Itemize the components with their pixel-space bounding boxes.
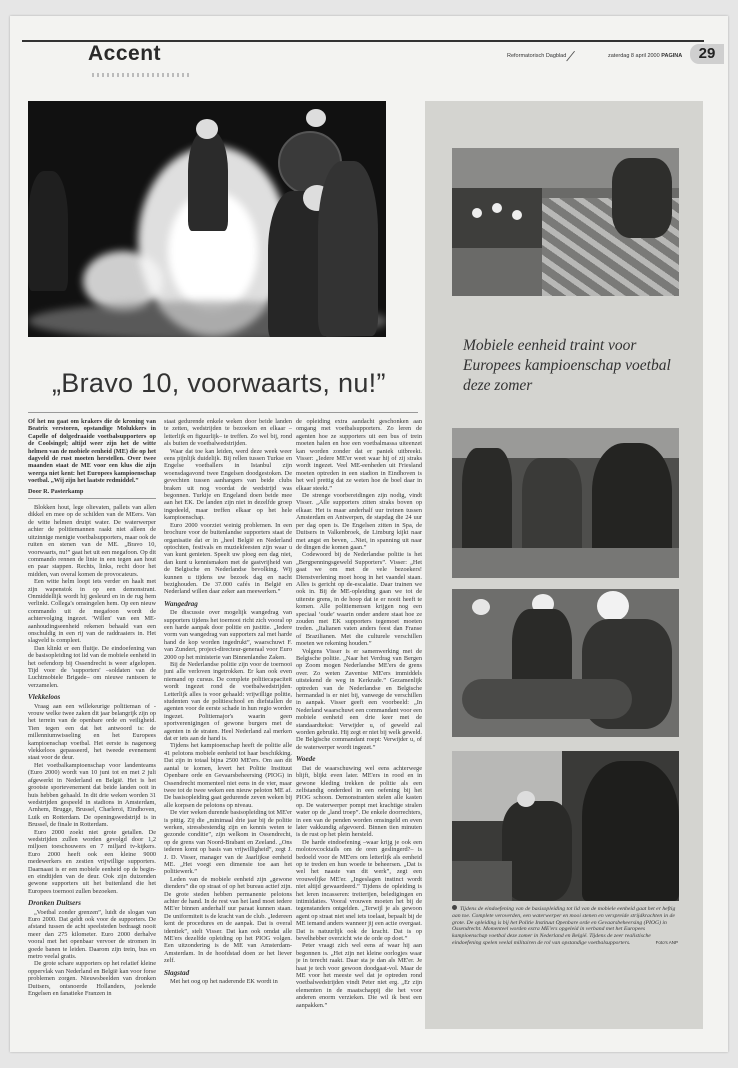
section-title: Accent <box>88 42 162 65</box>
article-column-2 <box>164 418 292 1030</box>
headline: „Bravo 10, voorwaarts, nu!” <box>52 368 386 398</box>
section-decoration <box>92 73 192 77</box>
paragraph: De strenge voorbereidingen zijn nodig, vindt Visser. „Alle supporters zitten straks boven op elkaar. Het is maar anderhalf uur treinen tussen Amsterdam en Antwerpen, de stapdag die 24 uur per dag open is. De Engelsen zitten in Spa, de Duitsers in Valkenbroek, de Limburg kijkt naar met angst en beven, ...Niet, in spanning uit naar de dingen die komen gaan.” <box>296 492 422 551</box>
page-date <box>608 53 682 59</box>
paragraph: Volgens Visser is er samenwerking met de Belgische politie. „Naar het Verdrag van Bergen op Zoom mogen Nederlandse ME'ers de grens over. Zo weten Zaventse ME'ers immiddels uitstekend de weg in Kerkrade.” Gezamenlijk optreden van de Nederlandse en Belgische hermandad is er niet bij, vanwege de verschillen in aanpak. Visser geeft een voorbeeld: „In Nederland waarschuwt een commandant voor een mobiele eenheid een drie keer met de standaardtekst: Verwijder u, of geweld zal worden gebruikt. Hij zegt er niet bij welk geweld. De Belgische commandant roept: Verwijder u, of de waterwerper wordt ingezet.” <box>296 647 422 751</box>
page-label: PAGINA <box>661 53 683 59</box>
subheadline: Mobiele eenheid traint voor Europees kampioenschap voetbal deze zomer <box>463 337 671 394</box>
paragraph: Euro 2000 voorziet weinig problemen. In een brochure voor de buitenlandse supporters staat de organisatie dat er in „heel België en Nederland optochten, festivals en muziekfeesten zijn waar u van kunt genieten. Speelt uw ploeg een dag niet, dan kunt u kennismaken met de gastvrijheid van de Belgische en Nederlandse bevolking. Wij kunnen u tijdens uw bezoek dag en nacht bezighouden. De 37.000 cafés in België en Nederland willen daar zeker aan meewerken.” <box>164 521 292 596</box>
paragraph: Het voetbalkampioenschap voor landenteams (Euro 2000) wordt van 10 juni tot en met 2 juli afgewerkt in Nederland en België. Het is het grootste sportevenement dat beide landen ooit in huis hebben gehaald. In dit drie weken worden 31 wedstrijden gespeeld in stadions in Amsterdam, Arnhem, Brugge, Brussel, Charleroi, Eindhoven, Luik en Rotterdam. De openingswedstrijd is in Brussel, de finale in Rotterdam. <box>28 761 156 829</box>
date-text: zaterdag 8 april 2000 <box>608 53 660 59</box>
arrest-photo <box>452 589 679 737</box>
paragraph: Leden van de mobiele eenheid zijn „gewone dienders” die op straat of op het bureau actief zijn. De grote steden hebben permanente pelotons achter de hand. In de rest van het land moet iedere ME'er binnen anderhalf uur paraat kunnen staan. De uniformiteit is de kracht van de club. „Iedereen kent de procedures en de aanpak. Dat is overal identiek”, stelt Visser. Dat kan ook omdat alle ME'ers dezelfde opleiding op het PIOG volgen. Een uitzondering is de ME van Amsterdam-Amsterdam. In de hoofdstad doen ze het liever zelf. <box>164 875 292 965</box>
paragraph: Codewoord bij de Nederlandse politie is het „Bergpenningsgeweld Supporters”. Visser: „Het gaat we om met de vele bezoekers! Dienstverlening moet hoog in het vaandel staan. Alles is gericht op de-escalatie. Daar trainen we ook in. Bij de ME-opleiding gaan we tot de uiterste grens, in de hoop dat ie er nooit heeft te komen. Alle politiemensen krijgen nog een speciaal ‘oude’ waarin onder andere staat hoe ze zouden met EK supporters tegemoet moeten treden. „Italianen vaten anders feest dan Franse of Brazilianen. Met die culturele verschillen moeten we rekening houden.” <box>296 551 422 648</box>
paragraph: Waar dat toe kan leiden, werd deze week weer eens pijnlijk duidelijk. Bij rellen tussen Turkse en Engelse voetballers in Istanbul zijn woensdagavond twee Engelsen doodgestoken. De gevechten tussen aanhangers van beide clubs braken uit nog voordat de wedstrijd was begonnen. Turkije en Engeland doen beide mee aan het EK. De landen zijn niet in dezelfde groep ingedeeld, maar treffen elkaar op het hele kampioenschap. <box>164 447 292 522</box>
subheading: Vlekkeloos <box>28 693 61 702</box>
paragraph: De discussie over mogelijk wangedrag van supporters tijdens het toernooi richt zich vooral op een harde aanpak door politie en justitie. „Iedere vorm van wangedrag van supporters zal met harde hand de kop worden ingedrukt”, waarschuwt F. van Zundert, project-directeur-generaal voor Euro 2000 op het ministerie van Binnenlandse Zaken. <box>164 609 292 661</box>
paragraph: Euro 2000 zoekt niet grote getallen. De wedstrijden zullen worden gevolgd door 1,2 miljoen toeschouwers en 7 miljard tv-kijkers. Euro 2000 heeft ook een kleine 9000 medewerkers en zestien vrijwillige supporters. Daarnaast is er een mobiele eenheid op de begin- en eindtijden van de deur. Ook zijn duizenden gewone supporters uit het buitenland die het Europees toernooi zullen bezoeken. <box>28 828 156 895</box>
paragraph: de opleiding extra aandacht geschonken aan omgang met voetbalsupporters. Zo leren de agenten hoe ze supporters uit een bus of trein moeten halen en hoe een voetbalmassa uiteenzet kan worden zonder dat er paniek uitbreekt. Visser: „Iedere ME'er weet waar hij of zij straks wordt ingezet. Veel ME-eenheden uit Friesland moeten optreden in een stadion in Eindhoven is het wel prettig dat ze weten hoe de boel daar in elkaar steekt.” <box>296 418 422 492</box>
paragraph: Dan klinkt er een fluitje. De eindoefening van de basisopleiding tot lid van de mobiele eenheid in het oefendorp bij Ossendrecht is weer afgelopen. Tijd voor de 'supporters' –soldaten van de Luchtmobiele Brigade– om nieuwe rantsoen te verzamelen. <box>28 644 156 689</box>
article-column-1 <box>28 418 156 1030</box>
masthead: Reformatorisch Dagblad <box>507 53 567 59</box>
riot-police-fire-photo <box>28 101 386 337</box>
page-number: 29 <box>690 44 724 64</box>
paragraph: De harde eindoefening –waar krijg je ook een molotovcocktails om de oren geslingerd?– is bedoeld voor de ME'ers om letterlijk als eenheid op te treden en hun woede te beheersen. „Dat is wel het naaste van dit werk”, zegt een vrouwelijke ME'er. „Ingeslagen instinct wordt niet altijd gewaardeerd.” Tijdens de opleiding is het leren incasseren: treiterijen, beledigingen en intimidaties. Vooral vrouwen moeten het bij de tegenstanders ontgelden. „Terwijl je als gewoon agent op straat niet snel iets toelaat, bepaalt bij de ME iemand anders wanneer jij een actie overgaat. Dat is natuurlijk ook de kracht. Dat is op bevelhebber overzicht wie de orde op doet.” <box>296 838 422 943</box>
paragraph: De grote schare supporters op het relatief kleine oppervlak van Nederland en België kan voor forse problemen zorgen. Nieuwsbeelden van dronken Duitsers, ontsnoerde Hollanders, joelende Engelsen en fanatieke Franzen in <box>28 960 156 998</box>
subheading: Wangedrag <box>164 599 198 608</box>
photo-caption <box>452 905 678 947</box>
paragraph: Peter vraagt zich wel eens af waar hij aan begonnen is. „Het zijn net kleine oorlogjes waar je in terecht raakt. Daar sta je dan als ME'er. Je haat je tech voor gewoon doodgaat-vol. Maar de ME voor het meeste wel dat je optreden rond voetbalwedstrijden vindt Peter niet erg. „Er zijn elementen in de maatschappij die het voor anderen enorm verzieken. Die wil ik best een aanpakken.” <box>296 942 422 1009</box>
riot-interior-photo <box>452 751 679 901</box>
subheading: Dronken Duitsers <box>28 899 81 908</box>
byline: Door R. Pasterkamp <box>28 488 156 499</box>
subheading: Slagstad <box>164 968 190 977</box>
paragraph: Dat de waarschuwing wel eens achterwege blijft, blijkt even later. ME'ers in rood en in gewone kleding trekken de politie als een zelfstandig onderdeel in een oefening bij het PIOG schoon. Demonstranten stelen alle kasten op. De waterwerper pompt met krachtige stralen water op de „land troep”. De enkele doorrechters, in een van de penden worden omsingeld en even later vakkundig afgevoerd. Binnen tien minuten is de rust op het plein hersteld. <box>296 764 422 839</box>
paragraph: Vraag aan een willekeurige politieman of -vrouw welke twee zaken dit jaar belangrijk zijn op het terrein van de openbare orde en veiligheid. Tien tegen een dat het antwoord is: de millenniumwisseling en het Europees kampioenschap voetbal. Het eerste is nagenoeg vlekkeloos gepasseerd, het tweede evenement staat voor de deur. <box>28 702 156 762</box>
headline-rule <box>28 412 418 413</box>
paragraph: Een witte helm loopt iets verder en haalt met zijn wapenstok in op een demonstrant. Onmiddellijk wordt hij gesleurd en in de rug hem verlinkt. Collega's omsingelen hem. Op een nieuw commando uit de megafoon wordt de achtervolging ingezet. 'Willen' van een ME-aanhoudingseenheid rekenen behaald van een onschuldig in een rij van de raddraaiers in. Het slagveld is compleet. <box>28 578 156 645</box>
paragraph: Met het oog op het naderende EK wordt in <box>170 978 278 986</box>
paragraph: „Voetbal zonder grenzen”, luidt de slogan van Euro 2000. Dat geldt ook voor de supporters. De afstand tussen de acht speelsteden bedraagt nooit meer dan 275 kilometer. Euro 2000 derhalve vooral met het openbaar vervoer de stromen in goede banen te leiden. Daarom zijn trein, bus en metro veelal gratis. <box>28 908 156 961</box>
barricade-photo <box>452 148 679 296</box>
article-lead: Of het nu gaat om krakers die de kroning van Beatrix verstoren, opstandige Molukkers in Capelle of dolgedraaide voetbalsupporters op de Coolsingel; altijd weer zijn het de witte helmen van de mobiele eenheid (ME) die op het dagveld de rust moeten herstellen. Over twee maanden staat de ME voor een klus die zijn weerga niet kent: het Europees kampioenschap voetbal. „Wij zijn het laatste redmiddel.” <box>28 418 156 485</box>
paragraph: Bij de Nederlandse politie zijn voor de toernooi juni alle verloven ingetrokken. Er kan ook even niemand op cursus. De complete politiecapaciteit wordt ingezet rond de voetbalwedstrijden. Letterlijk alles is voor gehaald: vrijwillige politie, studenten van de politieschool en diefstallen de agenten voor de eerste schade in hun regio worden ingezet. Politiemajor's waarin geen sportverenigingen of gewone burgers met de agenten in de straten. Heel Nederland zal merken dat er iets aan de hand is. <box>164 661 292 743</box>
article-column-3 <box>296 418 422 1030</box>
masthead-mark-icon: / <box>564 45 577 67</box>
mounted-police-photo <box>452 428 679 578</box>
caption-text: Tijdens de eindoefening van de basisopleiding tot lid van de mobiele eenheid gaat het er heftig aan toe. Complete veroverden, een waterwerper en mooi stenen en verspreide strijdkrachten in de grote. De opleiding is bij het Politie Instituut Openbare orde en Gevaarsbeheersing (PIOG) in Ossendrecht. Momenteel worden extra ME'ers opgeleid in verband met het Europees kampioenschap voetbal deze zomer in Nederland en België. Tijdens de zeer realistische eindoefening spelen veelal militairen de rol van opstandige voetbalsupporters. <box>452 906 676 946</box>
paragraph: staat gedurende enkele weken door beide landen te zetten, wedstrijden te bezoeken en elkaar –letterlijk en figuurlijk– te treffen. Zo wel bij, rond als buiten de voetbalwedstrijden. <box>164 418 292 448</box>
photo-credit: Foto's ANP <box>655 939 678 945</box>
caption-bullet-icon <box>452 905 457 910</box>
paragraph: Blokken hout, lege olievaten, pallets van allen dikkel en mee op de schilden van de MEers. Van de witte helmen druipt water. De waterwerper achter de politiemannen raakt niet alleen de uitzinnige menigte voetbalsupporters, maar ook de ruiten en stenen van de ME. „Bravo 10, voorwaarts, nu!” gaat het uit een megafoon. Op dit commando rennen de linie in een tegen aan hout en paar stappen. Rechts, links, recht door het midden, van overal komen de provocateurs. <box>28 504 156 578</box>
subheading: Woede <box>296 755 316 764</box>
paragraph: Tijdens het kampioenschap heeft de politie alle 41 pelotons mobiele eenheid tot haar beschikking. Dat zijn in totaal bijna 2500 ME'ers. Om aan dit aantal te komen, levert het Politie Instituut Openbare orde en Gevaarsbeheersing (PIOG) in Ossendrecht momenteel niet eens in de vier, maar twee tot de twee weken een nieuw peloton ME af. De basisopleiding gaat gedurende zeven weken bij alle korpsen de pelotons op niveau. <box>164 742 292 809</box>
paragraph: De vier weken durende basisopleiding tot ME'er is pittig. Zij die „minimaal drie jaar bij de politie werken, stressbestendig zijn en kennis weten te gezonde conditie”, zijn welkom in Ossendrecht, op de grens van Noord-Brabant en Zeeland. „Ons iederen komt op basis van vrijwilligheid”, zegt J. J. D. Visser, manager van de Jaarlijkse eenheid ME. „Het voegt een dimensie toe aan het politiewerk.” <box>164 809 292 876</box>
